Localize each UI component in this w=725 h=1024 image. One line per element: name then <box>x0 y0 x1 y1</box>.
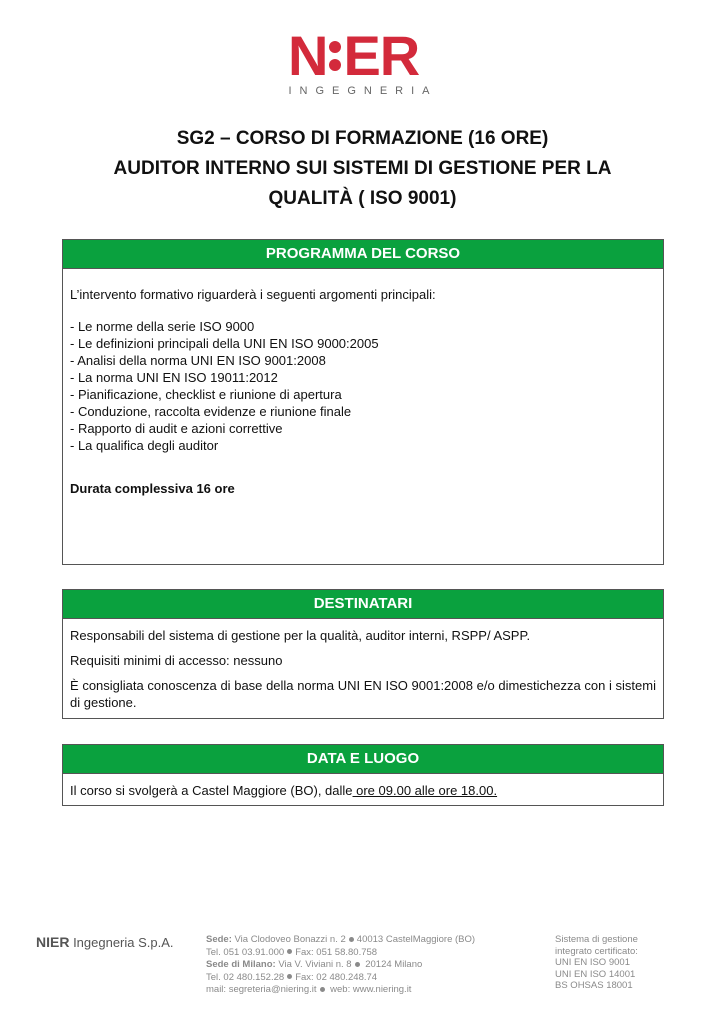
list-item: - Analisi della norma UNI EN ISO 9001:2008 <box>70 353 326 368</box>
footer-milano-fax: Fax: 02 480.248.74 <box>295 971 378 983</box>
destinatari-header: DESTINATARI <box>63 590 663 619</box>
title-line-1: SG2 – CORSO DI FORMAZIONE (16 ORE) <box>176 128 549 149</box>
data-luogo-hours: ore 09.00 alle ore 18.00. <box>352 783 498 798</box>
destinatari-body <box>63 619 663 719</box>
footer-sede-fax: Fax: 051 58.80.758 <box>295 946 378 958</box>
footer-milano-tel: Tel. 02 480.152.28 <box>206 971 285 983</box>
bullet-icon <box>320 987 325 992</box>
destinatari-line-1: Responsabili del sistema di gestione per la qualità, auditor interni, RSPP/ ASPP. <box>70 628 531 643</box>
footer-sede-tel: Tel. 051 03.91.000 <box>206 946 285 958</box>
footer-sede-street: Via Clodoveo Bonazzi n. 2 <box>231 934 346 945</box>
data-luogo-body <box>63 774 663 807</box>
footer-milano-phone-line <box>206 972 475 985</box>
logo-letters-er: ER <box>343 24 420 87</box>
footer-company <box>36 934 174 950</box>
footer-mail[interactable]: mail: segreteria@niering.it <box>206 984 317 995</box>
data-luogo-header: DATA E LUOGO <box>63 745 663 774</box>
cert-line: UNI EN ISO 14001 <box>555 968 636 980</box>
footer-company-name: NIER <box>36 934 70 950</box>
bullet-icon <box>355 962 360 967</box>
data-luogo-box <box>62 744 664 806</box>
nier-logo <box>288 24 438 100</box>
logo-dots-icon <box>328 35 342 75</box>
page-footer <box>0 930 725 1010</box>
title-line-3: QUALITÀ ( ISO 9001) <box>268 188 457 209</box>
list-item: - Pianificazione, checklist e riunione di apertura <box>70 387 342 402</box>
data-luogo-location: Il corso si svolgerà a Castel Maggiore (BO), dalle <box>70 783 353 798</box>
title-line-2: AUDITOR INTERNO SUI SISTEMI DI GESTIONE PER LA <box>113 158 612 179</box>
programma-box <box>62 239 664 565</box>
document-title <box>60 124 665 214</box>
footer-sede-line <box>206 934 475 947</box>
data-luogo-text <box>70 782 656 799</box>
programma-intro: L’intervento formativo riguarderà i seguenti argomenti principali: <box>70 287 436 302</box>
footer-sede-label: Sede: <box>206 934 232 945</box>
cert-line: integrato certificato: <box>555 945 638 957</box>
footer-certifications <box>555 934 638 992</box>
cert-line: BS OHSAS 18001 <box>555 980 633 991</box>
list-item: - Conduzione, raccolta evidenze e riunione finale <box>70 404 352 419</box>
bullet-icon <box>287 949 292 954</box>
footer-sede-phone-line <box>206 947 475 960</box>
footer-milano-city: 20124 Milano <box>362 959 423 970</box>
cert-line: Sistema di gestione <box>555 934 638 945</box>
footer-company-suffix: Ingegneria S.p.A. <box>69 935 174 950</box>
programma-body <box>63 269 663 505</box>
logo-letter-n: N <box>288 24 328 87</box>
cert-line: UNI EN ISO 9001 <box>555 957 630 968</box>
programma-header: PROGRAMMA DEL CORSO <box>63 240 663 269</box>
destinatari-line-3: È consigliata conoscenza di base della norma UNI EN ISO 9001:2008 e/o dimestichezza con i sistemi di gestione. <box>70 678 656 710</box>
list-item: - Le definizioni principali della UNI EN ISO 9000:2005 <box>70 336 379 351</box>
logo-wordmark <box>288 24 420 87</box>
destinatari-line-2: Requisiti minimi di accesso: nessuno <box>70 653 283 668</box>
bullet-icon <box>349 937 354 942</box>
programma-list <box>70 318 656 454</box>
footer-web[interactable]: web: www.niering.it <box>327 984 412 995</box>
logo-subtitle: INGEGNERIA <box>288 85 438 97</box>
footer-contact-line <box>206 984 475 997</box>
footer-milano-street: Via V. Viviani n. 8 <box>275 959 352 970</box>
bullet-icon <box>287 974 292 979</box>
list-item: - La qualifica degli auditor <box>70 438 219 453</box>
footer-sede-city: 40013 CastelMaggiore (BO) <box>356 934 476 945</box>
list-item: - Rapporto di audit e azioni correttive <box>70 421 283 436</box>
list-item: - La norma UNI EN ISO 19011:2012 <box>70 370 278 385</box>
programma-duration: Durata complessiva 16 ore <box>70 481 235 496</box>
footer-addresses <box>206 934 475 997</box>
footer-milano-label: Sede di Milano: <box>206 959 276 970</box>
footer-milano-line <box>206 959 475 972</box>
destinatari-box <box>62 589 664 719</box>
list-item: - Le norme della serie ISO 9000 <box>70 319 255 334</box>
